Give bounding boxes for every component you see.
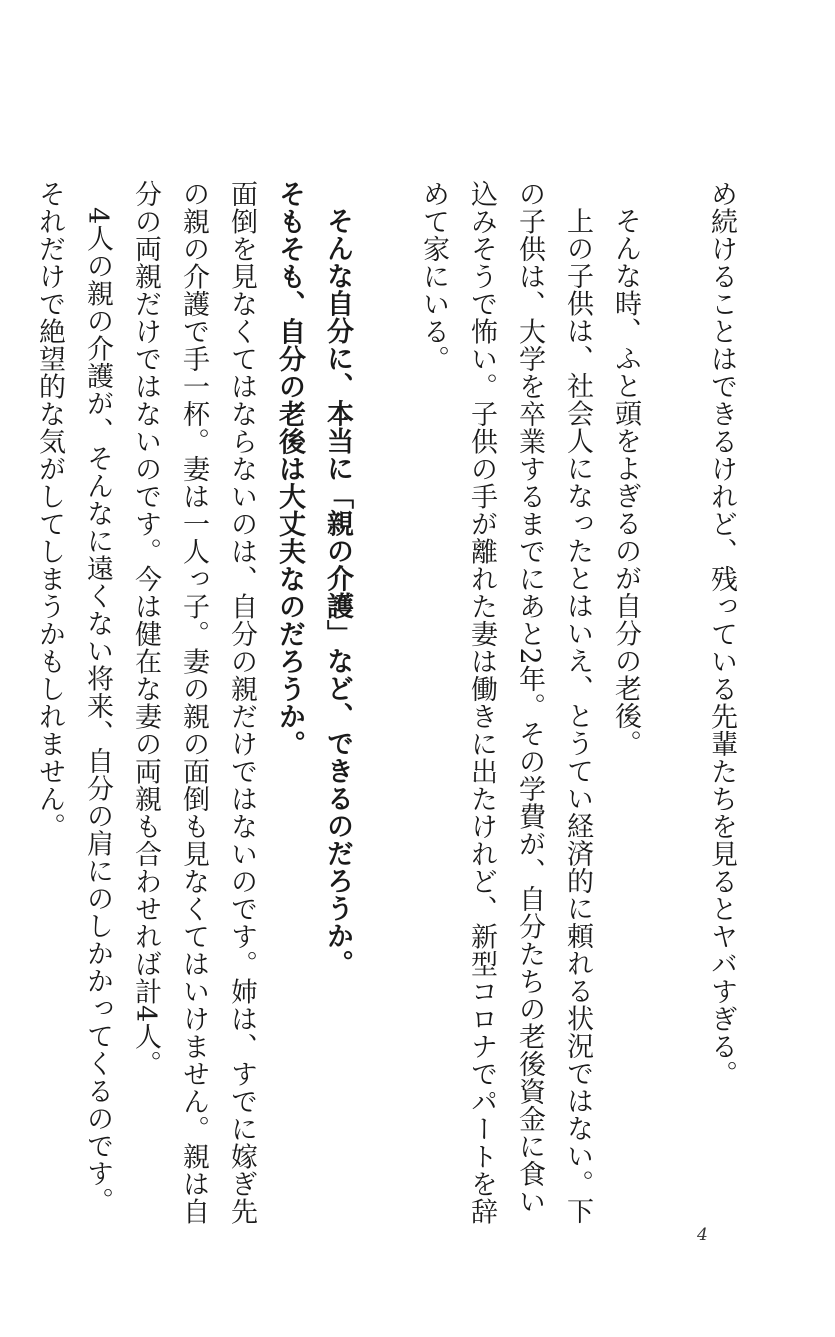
paragraph-despair: 4人の親の介護が、そんなに遠くない将来、自分の肩にのしかかってくるのです。それだけで絶望的な気がしてしまうかもしれません。 [34, 180, 113, 1215]
page-number: 4 [697, 1225, 708, 1245]
paragraph-children-finances: 上の子供は、社会人になったとはいえ、とうてい経済的に頼れる状況ではない。下の子供は、大学を卒業するまでにあと2年。その学費が、自分たちの老後資金に食い込みそうで怖い。子供の手が離れた妻は働きに出たけれど、新型コロナでパートを辞めて家にいる。 [418, 180, 593, 1225]
blank-line [361, 180, 409, 181]
paragraph-four-parents: 面倒を見なくてはならないのは、自分の親だけではないのです。姉は、すでに嫁ぎ先の親の介護で手一杯。妻は一人っ子。妻の親の面倒も見なくてはいけません。親は自分の両親だけではないのです。今は健在な妻の両親も合わせれば計4人。 [130, 180, 257, 1225]
paragraph-bold-question-old-age: そもそも、自分の老後は大丈夫なのだろうか。 [274, 180, 305, 758]
paragraph-continuation: め続けることはできるけれど、残っている先輩たちを見るとヤバすぎる。 [706, 180, 737, 1088]
blank-line [649, 180, 697, 181]
vertical-text-body [34, 180, 745, 1240]
paragraph-bold-question-care: そんな自分に、本当に「親の介護」など、できるのだろうか。 [322, 207, 353, 977]
paragraph-old-age-thought: そんな時、ふと頭をよぎるのが自分の老後。 [610, 207, 641, 757]
